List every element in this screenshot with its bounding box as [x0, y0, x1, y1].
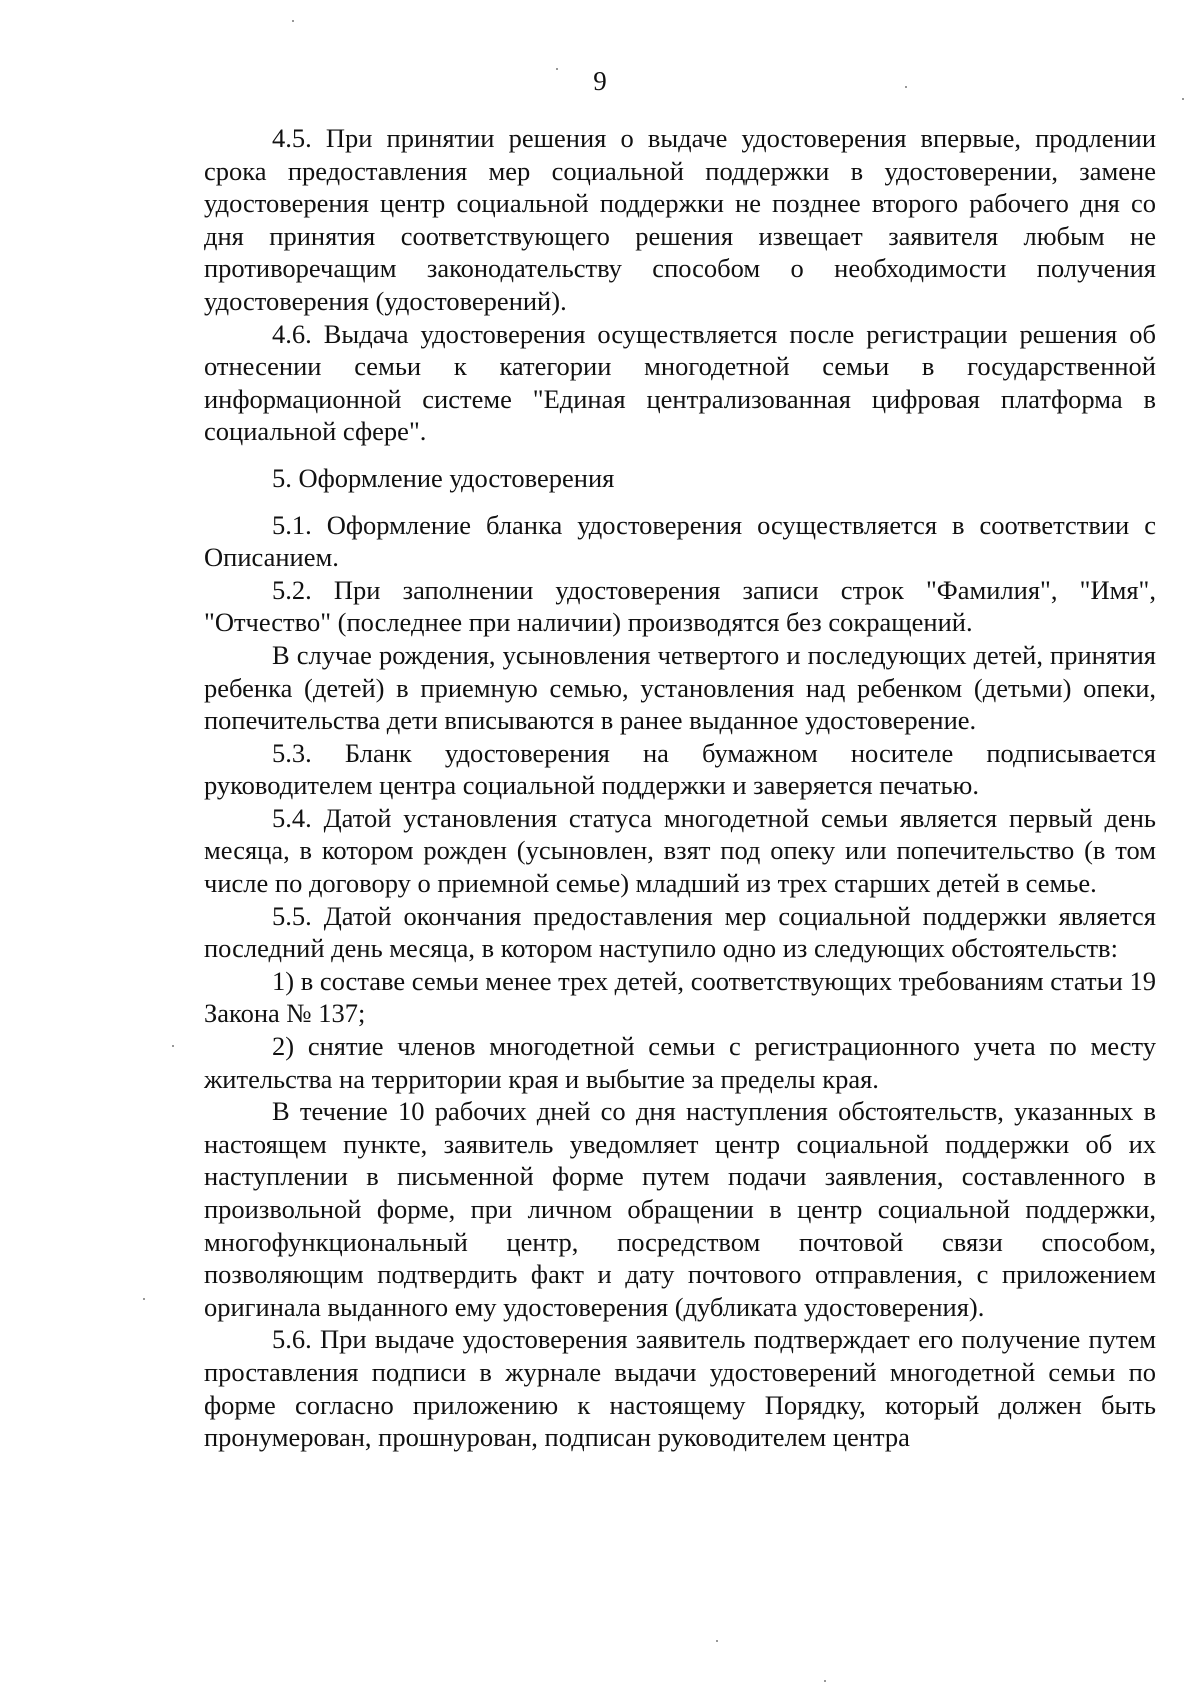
list-item-1: 1) в составе семьи менее трех детей, соответствующих требованиям статьи 19 Закона № 137; [204, 965, 1156, 1029]
page-number: 9 [593, 66, 607, 96]
scan-speck [824, 1680, 826, 1682]
paragraph-4-5: 4.5. При принятии решения о выдаче удостоверения впервые, продлении срока предоставления мер социальной поддержки в удостоверении, замене удостоверения центр социальной поддержки не позднее второго рабочего дня со дня принятия соответствующего решения извещает заявителя любым не противоречащим законодательству способом о необходимости получения удостоверения (удостоверений). [204, 123, 1156, 316]
scan-speck [172, 1045, 174, 1047]
scan-speck [143, 1298, 145, 1300]
scan-speck [556, 68, 558, 70]
scan-speck [292, 20, 294, 22]
paragraph-5-5: 5.5. Датой окончания предоставления мер социальной поддержки является последний день месяца, в котором наступило одно из следующих обстоятельств: [204, 900, 1156, 964]
scan-speck [716, 1640, 718, 1642]
paragraph-5-6: 5.6. При выдаче удостоверения заявитель подтверждает его получение путем проставления подписи в журнале выдачи удостоверений многодетной семьи по форме согласно приложению к настоящему Порядку, который должен быть пронумерован, прошнурован, подписан руководителем центра [204, 1324, 1156, 1453]
document-body [204, 122, 1156, 1454]
paragraph-4-6: 4.6. Выдача удостоверения осуществляется после регистрации решения об отнесении семьи к категории многодетной семьи в государственной информационной системе "Единая централизованная цифровая платформа в социальной сфере". [204, 318, 1156, 447]
paragraph-5-2-continued: В случае рождения, усыновления четвертого и последующих детей, принятия ребенка (детей) в приемную семью, установления над ребенком (детьми) опеки, попечительства дети вписываются в ранее выданное удостоверение. [204, 639, 1156, 736]
paragraph-5-3: 5.3. Бланк удостоверения на бумажном носителе подписывается руководителем центра социальной поддержки и заверяется печатью. [204, 737, 1156, 801]
paragraph-5-4: 5.4. Датой установления статуса многодетной семьи является первый день месяца, в котором рожден (усыновлен, взят под опеку или попечительство (в том числе по договору о приемной семье) младший из трех старших детей в семье. [204, 802, 1156, 899]
paragraph-5-5-notice: В течение 10 рабочих дней со дня наступления обстоятельств, указанных в настоящем пункте, заявитель уведомляет центр социальной поддержки об их наступлении в письменной форме путем подачи заявления, составленного в произвольной форме, при личном обращении в центр социальной поддержки, многофункциональный центр, посредством почтовой связи способом, позволяющим подтвердить факт и дату почтового отправления, с приложением оригинала выданного ему удостоверения (дубликата удостоверения). [204, 1096, 1156, 1322]
scan-speck [905, 86, 907, 88]
scan-speck [1182, 98, 1184, 100]
list-item-2: 2) снятие членов многодетной семьи с регистрационного учета по месту жительства на территории края и выбытие за пределы края. [204, 1031, 1156, 1094]
section-heading-5: 5. Оформление удостоверения [272, 462, 615, 493]
paragraph-5-1: 5.1. Оформление бланка удостоверения осуществляется в соответствии с Описанием. [204, 509, 1156, 573]
paragraph-5-2: 5.2. При заполнении удостоверения записи строк "Фамилия", "Имя", "Отчество" (последнее при наличии) производятся без сокращений. [204, 574, 1156, 638]
